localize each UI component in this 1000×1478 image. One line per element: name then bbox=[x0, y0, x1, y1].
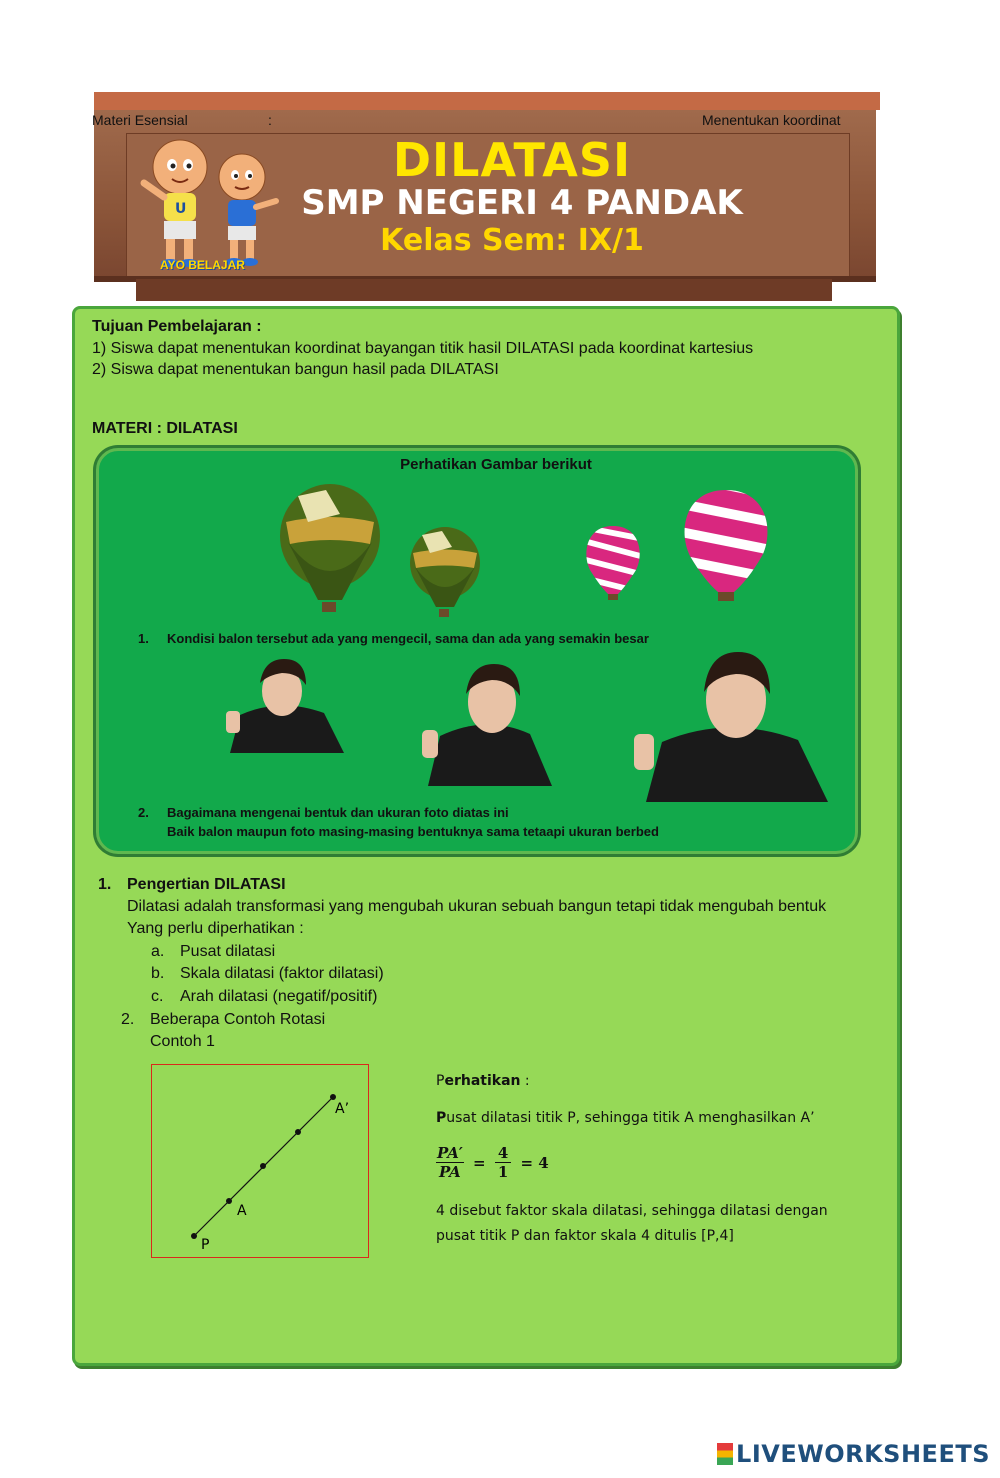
heading-rest: erhatikan bbox=[444, 1073, 521, 1089]
materi-esensial-value: Menentukan koordinat bbox=[702, 112, 841, 128]
portrait-medium bbox=[416, 656, 552, 786]
explanation-line-3: 4 disebut faktor skala dilatasi, sehingga dilatasi dengan bbox=[436, 1203, 828, 1219]
scale-denominator: 1 bbox=[497, 1163, 509, 1181]
point-p-dot bbox=[191, 1233, 197, 1239]
section-1-title: Pengertian DILATASI bbox=[127, 876, 286, 893]
banner-roof bbox=[94, 92, 880, 110]
point-a-prime-label: A’ bbox=[335, 1101, 350, 1117]
ratio-denominator: PA bbox=[438, 1163, 461, 1181]
note-2-line-2: Baik balon maupun foto masing-masing bentuknya sama tetaapi ukuran berbed bbox=[167, 824, 659, 839]
section-2-title: Beberapa Contoh Rotasi bbox=[150, 1011, 326, 1028]
point-c-letter: c. bbox=[151, 988, 164, 1005]
dilatasi-definition: Dilatasi adalah transformasi yang mengubah ukuran sebuah bangun tetapi tidak mengubah bentuk bbox=[127, 898, 827, 915]
line1-first-letter: P bbox=[436, 1110, 447, 1126]
point-mark-3 bbox=[295, 1129, 301, 1135]
objective-1: 1) Siswa dapat menentukan koordinat bayangan titik hasil DILATASI pada koordinat kartesius bbox=[92, 340, 754, 357]
point-p-label: P bbox=[201, 1237, 210, 1253]
balloon-large-green bbox=[278, 482, 384, 622]
line1-rest: usat dilatasi titik P, sehingga titik A menghasilkan A’ bbox=[446, 1110, 815, 1126]
banner-base bbox=[136, 279, 832, 301]
school-name: SMP NEGERI 4 PANDAK bbox=[301, 183, 743, 223]
ayo-belajar-label: AYO BELAJAR bbox=[160, 258, 245, 272]
objective-2: 2) Siswa dapat menentukan bangun hasil pada DILATASI bbox=[92, 361, 499, 378]
note-2-line-1: Bagaimana mengenai bentuk dan ukuran foto diatas ini bbox=[167, 805, 509, 820]
point-b-letter: b. bbox=[151, 965, 165, 982]
ratio-result: = 4 bbox=[520, 1153, 549, 1172]
point-a-label: A bbox=[237, 1203, 247, 1219]
heading-colon: : bbox=[520, 1073, 530, 1089]
section-1-number: 1. bbox=[98, 876, 112, 893]
liveworksheets-text: LIVEWORKSHEETS bbox=[736, 1440, 990, 1468]
point-a-dot bbox=[226, 1198, 232, 1204]
liveworksheets-logo bbox=[717, 1440, 990, 1468]
scale-numerator: 4 bbox=[495, 1144, 511, 1163]
heading-first-letter: P bbox=[436, 1073, 445, 1089]
materi-heading: MATERI : DILATASI bbox=[92, 420, 238, 437]
point-a-letter: a. bbox=[151, 943, 165, 960]
observation-title: Perhatikan Gambar berikut bbox=[400, 456, 592, 473]
equals-sign: = bbox=[473, 1153, 486, 1172]
note-1-text: Kondisi balon tersebut ada yang mengecil, sama dan ada yang semakin besar bbox=[167, 631, 649, 646]
point-a-text: Pusat dilatasi bbox=[180, 943, 276, 960]
point-c-text: Arah dilatasi (negatif/positif) bbox=[180, 988, 378, 1005]
note-1-number: 1. bbox=[138, 631, 149, 646]
portrait-small bbox=[220, 653, 346, 753]
svg-text:U: U bbox=[175, 201, 187, 217]
section-2-number: 2. bbox=[121, 1011, 135, 1028]
materi-esensial-label: Materi Esensial bbox=[92, 112, 188, 128]
explanation-line-4: pusat titik P dan faktor skala 4 ditulis [P,4] bbox=[436, 1228, 734, 1244]
objectives-heading: Tujuan Pembelajaran : bbox=[92, 318, 262, 335]
class-semester: Kelas Sem: IX/1 bbox=[380, 223, 644, 258]
ratio-numerator: PA′ bbox=[437, 1144, 463, 1162]
liveworksheets-icon bbox=[717, 1443, 733, 1465]
page-title: DILATASI bbox=[392, 133, 632, 187]
note-2-number: 2. bbox=[138, 805, 149, 820]
point-b-text: Skala dilatasi (faktor dilatasi) bbox=[180, 965, 384, 982]
point-mark-2 bbox=[260, 1163, 266, 1169]
attention-heading: Yang perlu diperhatikan : bbox=[127, 920, 304, 937]
portrait-large bbox=[628, 646, 832, 802]
balloon-small-green bbox=[410, 527, 480, 617]
balloon-small-pink bbox=[582, 524, 644, 600]
example-label: Contoh 1 bbox=[150, 1033, 215, 1050]
explanation-heading bbox=[436, 1073, 530, 1089]
ratio-formula bbox=[436, 1144, 549, 1181]
kid-left bbox=[144, 140, 207, 267]
explanation-line-1 bbox=[436, 1110, 815, 1126]
materi-esensial-colon: : bbox=[268, 112, 272, 128]
point-a-prime-dot bbox=[330, 1094, 336, 1100]
balloon-large-pink bbox=[676, 488, 776, 601]
